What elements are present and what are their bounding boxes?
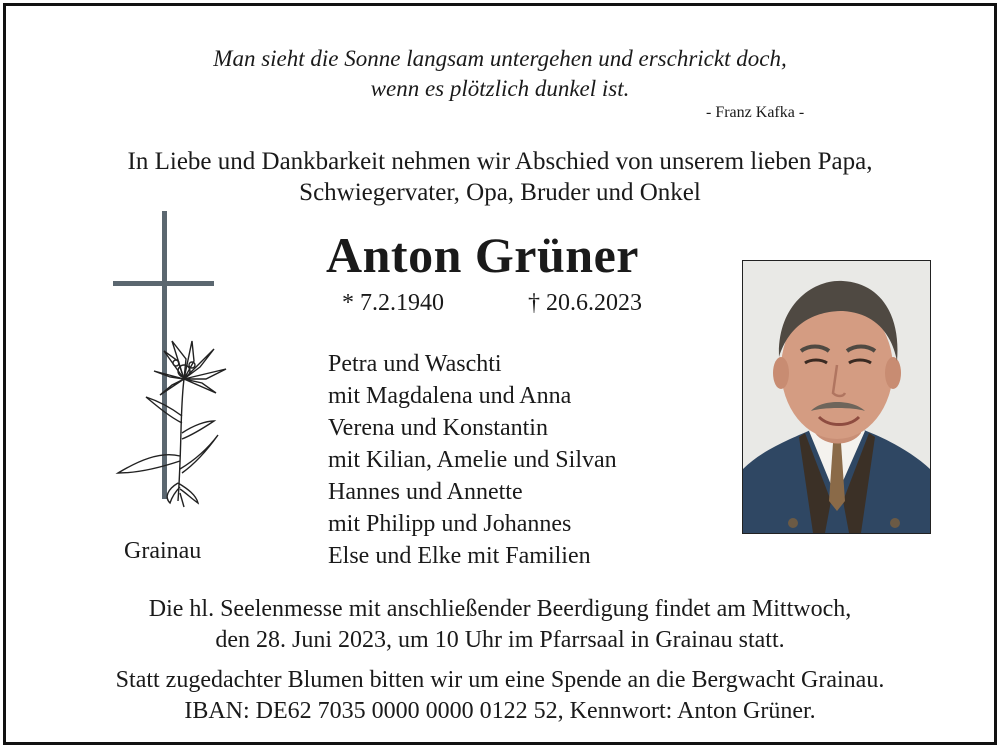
- quote-author: - Franz Kafka -: [706, 104, 805, 121]
- family-line: mit Philipp und Johannes: [328, 511, 572, 537]
- place-name: Grainau: [124, 538, 202, 564]
- portrait-illustration: [743, 261, 930, 533]
- quote-line-2: wenn es plötzlich dunkel ist.: [370, 76, 630, 101]
- death-date: † 20.6.2023: [528, 290, 642, 316]
- family-list: [328, 348, 617, 572]
- donation-line-1: Statt zugedachter Blumen bitten wir um eine Spende an die Bergwacht Grainau.: [115, 667, 885, 693]
- family-line: mit Magdalena und Anna: [328, 383, 572, 409]
- intro-line-1: In Liebe und Dankbarkeit nehmen wir Abschied von unserem lieben Papa,: [127, 148, 873, 175]
- portrait-photo: [742, 260, 931, 534]
- donation-info: [6, 665, 994, 727]
- family-line: Verena und Konstantin: [328, 415, 548, 441]
- service-info: [6, 594, 994, 656]
- intro-text: [6, 146, 994, 208]
- family-line: Hannes und Annette: [328, 479, 523, 505]
- donation-line-2: IBAN: DE62 7035 0000 0000 0122 52, Kennwort: Anton Grüner.: [184, 698, 816, 724]
- birth-date: * 7.2.1940: [342, 290, 444, 316]
- service-line-1: Die hl. Seelenmesse mit anschließender Beerdigung findet am Mittwoch,: [148, 596, 852, 622]
- deceased-name: Anton Grüner: [326, 227, 639, 283]
- family-line: Else und Elke mit Familien: [328, 543, 591, 569]
- cross-with-edelweiss-icon: [110, 211, 240, 511]
- quote: [6, 44, 994, 104]
- service-line-2: den 28. Juni 2023, um 10 Uhr im Pfarrsaal in Grainau statt.: [215, 627, 785, 653]
- family-line: Petra und Waschti: [328, 351, 502, 377]
- obituary-notice: [3, 3, 997, 745]
- quote-line-1: Man sieht die Sonne langsam untergehen und erschrickt doch,: [213, 46, 787, 71]
- family-line: mit Kilian, Amelie und Silvan: [328, 447, 617, 473]
- intro-line-2: Schwiegervater, Opa, Bruder und Onkel: [299, 179, 701, 206]
